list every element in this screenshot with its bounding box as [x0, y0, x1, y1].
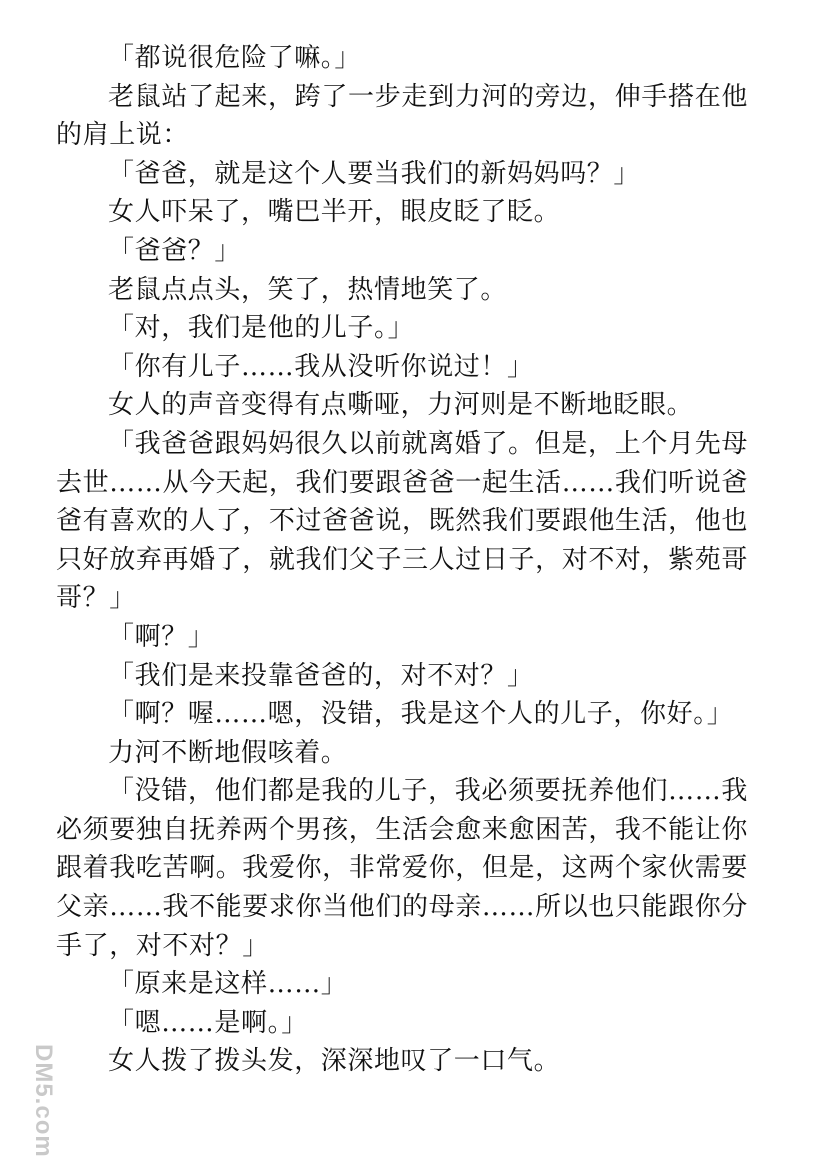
paragraph-4: 女人吓呆了，嘴巴半开，眼皮眨了眨。 — [108, 197, 561, 228]
svg-text:DM5.com: DM5.com — [30, 1044, 57, 1158]
paragraph-11: 「啊？」 — [108, 621, 215, 652]
paragraph-13: 「啊？喔……嗯，没错，我是这个人的儿子，你好。」 — [108, 699, 734, 730]
paragraph-1: 「都说很危险了嘛。」 — [108, 43, 362, 73]
paragraph-15: 「没错，他们都是我的儿子，我必须要抚养他们……我必须要独自抚养两个男孩，生活会愈来愈困苦，我不能让你跟着我吃苦啊。我爱你，非常爱你，但是，这两个家伙需要父亲……我不能要求你当他们的母亲……所以也只能跟你分手了，对不对？」 — [56, 776, 748, 961]
paragraph-7: 「对，我们是他的儿子。」 — [108, 313, 415, 344]
paragraph-8: 「你有儿子……我从没听你说过！」 — [108, 351, 534, 382]
paragraph-5: 「爸爸？」 — [108, 235, 242, 266]
paragraph-16: 「原来是这样……」 — [108, 969, 348, 1000]
paragraph-10: 「我爸爸跟妈妈很久以前就离婚了。但是，上个月先母去世……从今天起，我们要跟爸爸一起生活……我们听说爸爸有喜欢的人了，不过爸爸说，既然我们要跟他生活，他也只好放弃再婚了，就我们父子三人过日子，对不对，紫苑哥哥？」 — [56, 428, 748, 614]
document-body — [56, 39, 748, 1081]
paragraph-14: 力河不断地假咳着。 — [108, 737, 348, 768]
paragraph-12: 「我们是来投靠爸爸的，对不对？」 — [108, 660, 534, 691]
dm5-watermark-logo — [8, 1042, 57, 1158]
paragraph-18: 女人拨了拨头发，深深地叹了一口气。 — [108, 1046, 561, 1077]
paragraph-6: 老鼠点点头，笑了，热情地笑了。 — [108, 274, 508, 305]
paragraph-9: 女人的声音变得有点嘶哑，力河则是不断地眨眼。 — [108, 390, 694, 421]
paragraph-3: 「爸爸，就是这个人要当我们的新妈妈吗？」 — [108, 158, 641, 189]
paragraph-2: 老鼠站了起来，跨了一步走到力河的旁边，伸手搭在他的肩上说： — [56, 81, 748, 151]
paragraph-17: 「嗯……是啊。」 — [108, 1007, 308, 1038]
